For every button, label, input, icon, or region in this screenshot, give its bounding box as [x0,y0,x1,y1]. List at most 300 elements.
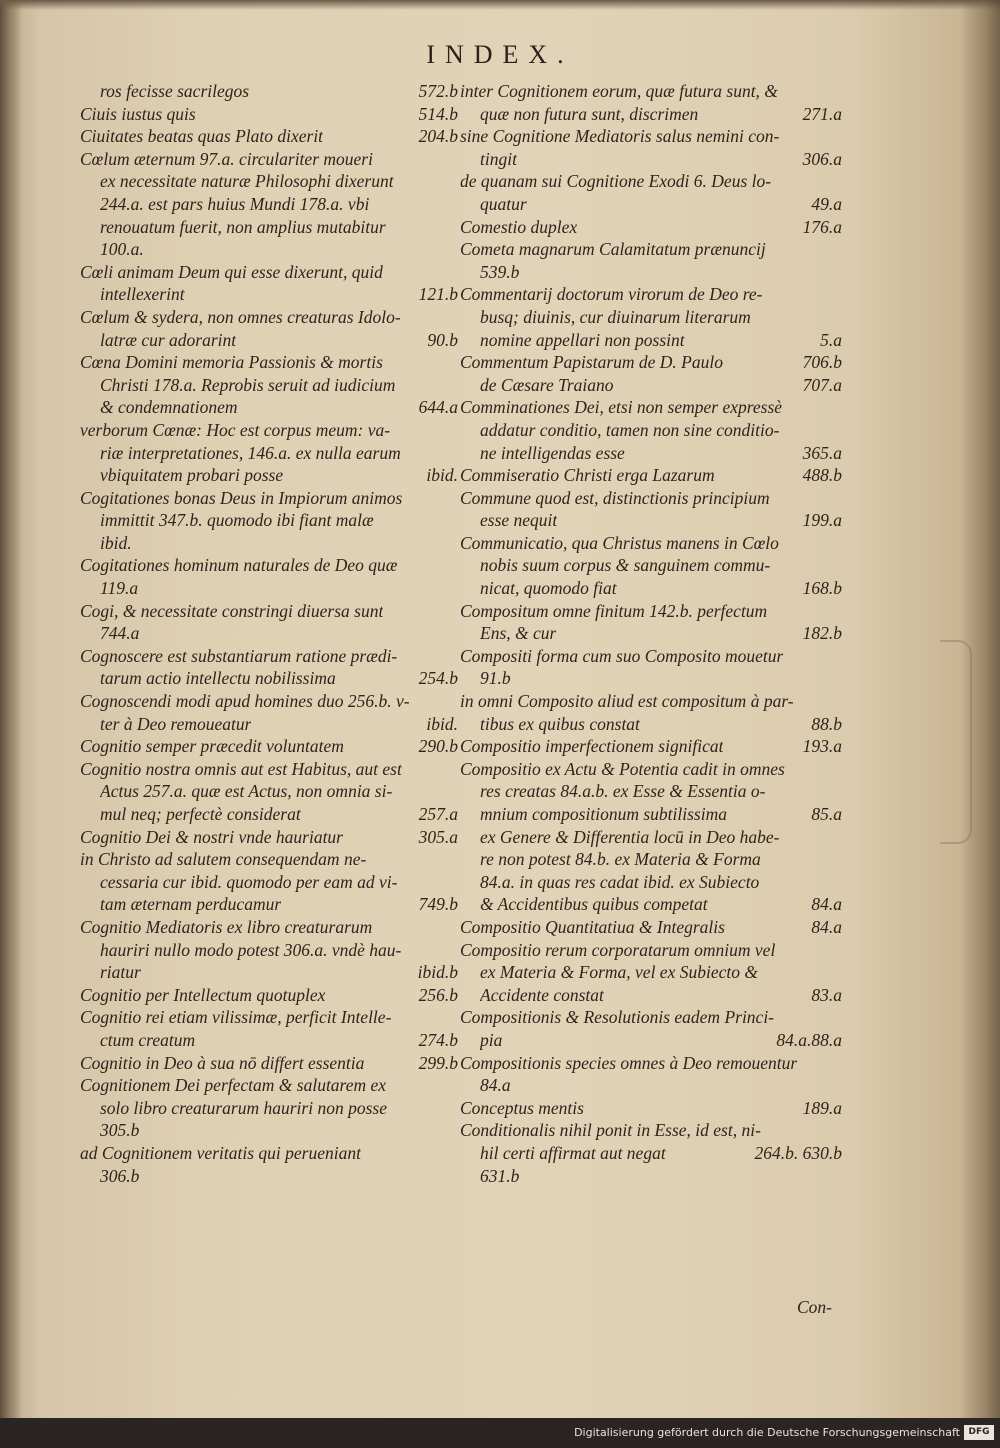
index-entry-text: mnium compositionum subtilissima [480,804,727,824]
index-entry-ref [452,216,458,239]
index-entry-text: res creatas 84.a.b. ex Esse & Essentia o- [480,781,766,802]
index-entry-text: Conceptus mentis [460,1097,584,1118]
index-entry [460,80,842,103]
index-entry [460,1074,842,1097]
index-entry [460,419,842,442]
index-entry-text: riæ interpretationes, 146.a. ex nulla earum [100,442,401,463]
index-entry-text: esse nequit [480,510,558,531]
index-entry-text: Commentarij doctorum virorum de Deo re- [460,284,763,305]
index-entry-text: Cometa magnarum Calamitatum prænuncij [460,239,766,260]
index-entry [80,329,458,352]
spine-shadow [0,0,22,1418]
index-entry [80,645,458,668]
index-entry [80,351,458,374]
index-entry [80,961,458,984]
index-entry-ref [836,1052,842,1075]
index-entry [460,871,842,894]
index-entry-text: hauriri nullo modo potest 306.a. vndè hau- [100,939,402,960]
index-entry [460,713,842,736]
index-entry [80,984,458,1007]
index-entry-ref: 706.b [802,352,842,373]
index-entry [460,622,842,645]
index-entry-ref [836,261,842,284]
index-entry-ref: 257.a [418,804,458,824]
dfg-logo: DFG [964,1425,994,1440]
index-entry-text: Compositi forma cum suo Composito mouetur [460,645,784,666]
index-entry-text: ibid. [100,532,132,553]
index-entry-text: re non potest 84.b. ex Materia & Forma [480,849,761,870]
index-entry [80,1029,458,1052]
index-entry [80,916,458,939]
index-entry [460,1142,842,1165]
index-entry-ref [452,1097,458,1120]
index-entry-text: riatur [100,962,141,983]
index-entry-ref: 488.b [802,465,842,486]
index-entry [460,803,842,826]
page-clip-mark [940,640,972,844]
index-entry-text: tarum actio intellectu nobilissima [100,668,336,689]
index-entry-ref: 305.a [418,826,458,847]
index-entry-ref: 256.b [418,984,458,1005]
index-entry [460,1119,842,1142]
index-entry-ref: 707.a [802,374,842,395]
index-entry-text: Commiseratio Christi erga Lazarum [460,465,715,486]
index-entry-text: Cognitio Mediatoris ex libro creaturarum [80,916,373,937]
index-entry [80,1074,458,1097]
index-entry-text: ter à Deo remoueatur [100,713,252,734]
index-entry-ref: ibid.b [417,962,458,983]
index-entry-text: verborum Cœnæ: Hoc est corpus meum: va- [80,419,391,440]
index-entry-text: Communicatio, qua Christus manens in Cœlo [460,532,779,553]
index-entry-text: Cœna Domini memoria Passionis & mortis [80,352,383,373]
index-entry-text: 539.b [480,261,520,282]
index-entry [460,193,842,216]
index-entry-text: nicat, quomodo fiat [480,578,617,599]
index-entry [80,893,458,916]
index-entry-text: Ciuis iustus quis [80,103,196,124]
index-entry [460,893,842,916]
index-entry [80,148,458,171]
index-entry-ref [836,238,842,261]
index-entry-text: Comminationes Dei, etsi non semper expressè [460,397,783,418]
index-entry-ref [836,1165,842,1188]
index-entry-ref: 5.a [820,329,842,350]
index-entry [80,238,458,261]
index-entry-ref: 644.a [418,397,458,418]
index-entry-text: Compositionis species omnes à Deo remouentur [460,1052,798,1073]
index-entry-text: 744.a [100,623,140,644]
index-entry-ref [452,351,458,374]
index-entry [460,103,842,126]
index-entry-ref [452,509,458,532]
index-entry [460,735,842,758]
index-entry-ref [836,487,842,510]
index-entry [80,193,458,216]
index-entry-text: immittit 347.b. quomodo ibi fiant malæ [100,510,374,531]
index-entry [80,170,458,193]
index-entry-ref [452,306,458,329]
index-entry-ref [836,645,842,668]
index-entry-text: ros fecisse sacrilegos [100,81,250,101]
index-entry-ref [452,554,458,577]
index-entry [460,374,842,397]
index-column-left [80,80,458,1187]
index-entry-ref: 514.b [418,103,458,124]
index-entry [80,600,458,623]
index-entry-ref: 204.b [418,126,458,147]
index-entry-text: Cognitionem Dei perfectam & salutarem ex [80,1075,387,1096]
catchword: Con- [797,1297,832,1317]
index-entry [80,667,458,690]
index-entry [80,103,458,126]
index-entry [80,442,458,465]
index-entry [460,1029,842,1052]
index-entry-ref [836,848,842,871]
index-entry-text: Compositum omne finitum 142.b. perfectum [460,600,768,621]
index-entry-text: Cognitio in Deo à sua nō differt essentia [80,1052,365,1073]
index-entry-text: Compositio Quantitatiua & Integralis [460,916,725,937]
index-entry-text: Cognitio Dei & nostri vnde hauriatur [80,826,343,847]
index-entry-ref [452,419,458,442]
index-entry [80,780,458,803]
index-entry-ref [836,125,842,148]
index-entry [80,939,458,962]
index-entry-text: hil certi affirmat aut negat [480,1142,666,1163]
index-entry-ref [836,600,842,623]
index-entry [460,939,842,962]
index-entry [460,329,842,352]
index-entry-text: Christi 178.a. Reprobis seruit ad iudicium [100,374,396,395]
index-entry [460,238,842,261]
index-entry-text: addatur conditio, tamen non sine conditio- [480,419,780,440]
index-entry-ref [836,419,842,442]
index-entry-ref: 168.b [802,578,842,599]
index-entry-text: 631.b [480,1165,520,1186]
index-entry [460,509,842,532]
index-entry-ref [836,1006,842,1029]
index-entry-ref: 84.a.88.a [776,1029,842,1050]
index-entry-ref [452,939,458,962]
index-entry-text: ex necessitate naturæ Philosophi dixerunt [100,171,394,192]
index-entry-text: Conditionalis nihil ponit in Esse, id est, ni- [460,1120,761,1141]
index-entry-ref [452,442,458,465]
index-entry [80,1006,458,1029]
index-entry-text: Commentum Papistarum de D. Paulo [460,352,723,373]
index-entry-ref [452,871,458,894]
index-entry-text: intellexerint [100,284,185,305]
index-entry-ref: 189.a [802,1097,842,1118]
index-entry [80,374,458,397]
index-entry-text: ex Materia & Forma, vel ex Subiecto & [480,962,758,983]
index-entry-text: Cognitio nostra omnis aut est Habitus, aut est [80,758,402,779]
index-entry-text: Cogitationes hominum naturales de Deo quæ [80,555,398,576]
index-entry [460,961,842,984]
index-entry-ref [452,1142,458,1165]
index-entry-text: inter Cognitionem eorum, quæ futura sunt, & [460,81,778,101]
index-entry-ref [452,1006,458,1029]
index-entry-ref: 299.b [418,1052,458,1073]
index-entry-ref: 572.b [418,81,458,101]
index-entry-text: vbiquitatem probari posse [100,465,284,486]
index-entry [460,351,842,374]
index-entry-ref [452,1165,458,1188]
index-entry [80,622,458,645]
index-entry [80,871,458,894]
index-entry-ref [452,645,458,668]
index-entry-ref [836,939,842,962]
index-entry-text: 91.b [480,668,511,689]
index-entry-text: busq; diuinis, cur diuinarum literarum [480,306,751,327]
footer-credit: Digitalisierung gefördert durch die Deutsche Forschungsgemeinschaft [574,1426,960,1439]
index-entry-ref: 49.a [811,193,842,214]
index-entry-text: Cœlum æternum 97.a. circulariter moueri [80,148,373,169]
index-entry [460,464,842,487]
index-entry-text: Cogi, & necessitate constringi diuersa sunt [80,600,384,621]
index-entry [80,735,458,758]
index-entry-text: Cognoscendi modi apud homines duo 256.b. v- [80,691,410,712]
index-entry-ref: 83.a [811,984,842,1005]
index-entry-text: 306.b [100,1165,140,1186]
index-entry [80,532,458,555]
index-entry-text: 84.a. in quas res cadat ibid. ex Subiecto [480,871,760,892]
index-entry-ref [836,306,842,329]
index-entry-text: ad Cognitionem veritatis qui perueniant [80,1142,361,1163]
index-entry-ref [452,374,458,397]
index-entry [460,690,842,713]
index-entry-text: Ciuitates beatas quas Plato dixerit [80,126,324,147]
index-entry-text: Commune quod est, distinctionis principium [460,487,770,508]
index-entry-ref [836,826,842,849]
index-entry-ref: 264.b. 630.b [754,1142,842,1163]
index-entry [460,916,842,939]
index-entry-text: Compositio ex Actu & Potentia cadit in omnes [460,758,785,779]
index-entry-ref [452,532,458,555]
index-entry-ref [452,780,458,803]
index-entry [80,464,458,487]
index-entry-text: & Accidentibus quibus competat [480,894,708,915]
index-entry-ref: 365.a [802,442,842,463]
index-entry-ref [452,758,458,781]
index-entry-text: nobis suum corpus & sanguinem commu- [480,555,771,576]
index-entry-text: ctum creatum [100,1029,196,1050]
index-entry-text: tingit [480,148,517,169]
index-entry-ref: 199.a [802,510,842,531]
index-entry [80,216,458,239]
index-entry [80,80,458,103]
index-entry-text: in omni Composito aliud est compositum à par- [460,691,794,712]
index-entry-text: tibus ex quibus constat [480,713,640,734]
index-entry [460,283,842,306]
index-entry-text: 244.a. est pars huius Mundi 178.a. vbi [100,193,370,214]
index-entry [460,1052,842,1075]
index-entry [460,125,842,148]
index-entry-text: latræ cur adorarint [100,329,237,350]
index-entry [80,419,458,442]
index-entry-ref [452,261,458,284]
index-entry-ref [452,170,458,193]
index-entry-text: Cognoscere est substantiarum ratione prædi- [80,645,398,666]
index-entry-text: quatur [480,193,527,214]
index-entry-text: in Christo ad salutem consequendam ne- [80,849,367,870]
index-entry-text: ne intelligendas esse [480,442,625,463]
index-entry [80,487,458,510]
index-entry-ref: 749.b [418,894,458,915]
index-entry-ref: 290.b [418,736,458,757]
index-entry-ref: 84.a [811,894,842,915]
index-entry-text: Cognitio rei etiam vilissimæ, perficit Intelle- [80,1007,392,1028]
index-entry-ref [452,1074,458,1097]
index-entry-ref [836,396,842,419]
index-entry-text: Cogitationes bonas Deus in Impiorum animos [80,487,403,508]
index-entry-ref [452,1119,458,1142]
index-entry-text: ex Genere & Differentia locū in Deo habe- [480,826,780,847]
index-entry-ref [836,690,842,713]
index-entry [460,442,842,465]
index-entry [460,577,842,600]
index-entry [80,396,458,419]
index-entry-text: Compositio rerum corporatarum omnium vel [460,939,776,960]
index-entry-ref [452,577,458,600]
index-entry-text: 100.a. [100,239,144,260]
index-entry [460,1006,842,1029]
index-entry-ref: 274.b [418,1029,458,1050]
index-entry-ref: 84.a [811,916,842,937]
index-entry-ref: 306.a [802,148,842,169]
index-entry [80,1097,458,1120]
index-entry [460,487,842,510]
index-entry-ref: 271.a [802,103,842,124]
index-entry-text: de Cæsare Traiano [480,374,614,395]
index-entry [460,984,842,1007]
index-entry-ref: 90.b [427,329,458,350]
index-entry [80,1119,458,1142]
index-entry [80,261,458,284]
index-entry-ref [836,1119,842,1142]
index-entry [460,396,842,419]
index-entry-text: tam æternam perducamur [100,894,282,915]
index-entry-text: renouatum fuerit, non amplius mutabitur [100,216,386,237]
index-entry-ref [836,170,842,193]
index-entry [460,532,842,555]
index-column-right [460,80,842,1187]
index-entry [460,600,842,623]
index-entry [80,554,458,577]
index-entry [460,306,842,329]
index-entry-ref [836,667,842,690]
index-entry-text: Accidente constat [480,984,604,1005]
index-entry-ref [836,780,842,803]
index-entry [460,554,842,577]
index-entry-text: solo libro creaturarum hauriri non posse [100,1097,387,1118]
index-entry [460,667,842,690]
index-entry [80,1142,458,1165]
index-entry [460,148,842,171]
index-entry [460,216,842,239]
index-entry-text: cessaria cur ibid. quomodo per eam ad vi- [100,871,398,892]
page-header: INDEX. [426,40,574,69]
index-entry-text: de quanam sui Cognitione Exodi 6. Deus lo- [460,171,772,192]
index-entry [460,170,842,193]
index-entry-text: Ens, & cur [480,623,557,644]
index-entry-text: & condemnationem [100,397,238,418]
index-entry [80,509,458,532]
index-entry [80,848,458,871]
index-entry [80,306,458,329]
index-entry-ref [836,554,842,577]
index-entry-ref [836,961,842,984]
index-entry-text: 305.b [100,1120,140,1141]
index-entry [80,713,458,736]
index-entry-text: nomine appellari non possint [480,329,685,350]
index-entry-ref: ibid. [426,713,458,734]
index-entry-text: sine Cognitione Mediatoris salus nemini con- [460,126,780,147]
index-entry [80,125,458,148]
index-entry-text: 119.a [100,578,139,599]
index-entry-text: Compositionis & Resolutionis eadem Princi- [460,1007,775,1028]
index-entry [80,690,458,713]
index-entry-ref [452,622,458,645]
index-entry-ref [836,871,842,894]
index-entry-text: Compositio imperfectionem significat [460,736,724,757]
index-entry [80,283,458,306]
index-entry-ref [452,238,458,261]
index-entry-ref [452,193,458,216]
index-entry [460,645,842,668]
index-entry [460,1165,842,1188]
index-entry [460,780,842,803]
index-entry-text: Cognitio per Intellectum quotuplex [80,984,326,1005]
index-entry [460,1097,842,1120]
index-entry-ref: ibid. [426,465,458,486]
index-entry-ref [836,283,842,306]
top-edge-shadow [0,0,1000,10]
index-entry-ref [836,758,842,781]
index-entry-text: pia [480,1029,503,1050]
index-entry-ref: 85.a [811,804,842,824]
index-entry [460,848,842,871]
index-entry-text: 84.a [480,1075,511,1096]
footer-bar [0,1418,1000,1448]
index-entry-text: quæ non futura sunt, discrimen [480,103,699,124]
index-entry [460,758,842,781]
index-entry-ref: 176.a [802,216,842,237]
index-entry-ref [836,80,842,103]
index-entry-text: Actus 257.a. quæ est Actus, non omnia si- [100,781,393,802]
index-entry [80,803,458,826]
index-entry-ref [836,532,842,555]
index-entry-ref: 193.a [802,736,842,757]
index-entry-ref [452,848,458,871]
index-entry-text: Comestio duplex [460,216,578,237]
index-entry [80,1165,458,1188]
index-entry-ref [836,1074,842,1097]
index-entry-ref [452,600,458,623]
index-entry-text: Cognitio semper præcedit voluntatem [80,736,344,757]
index-entry [80,758,458,781]
index-entry [80,826,458,849]
index-entry-ref [452,690,458,713]
index-entry-ref: 182.b [802,623,842,644]
index-entry-ref [452,916,458,939]
index-entry [80,1052,458,1075]
index-entry [460,826,842,849]
index-entry-ref [452,487,458,510]
index-entry [460,261,842,284]
index-entry-text: mul neq; perfectè considerat [100,804,301,824]
index-entry-ref: 254.b [418,668,458,689]
index-entry [80,577,458,600]
index-entry-ref: 121.b [418,284,458,305]
